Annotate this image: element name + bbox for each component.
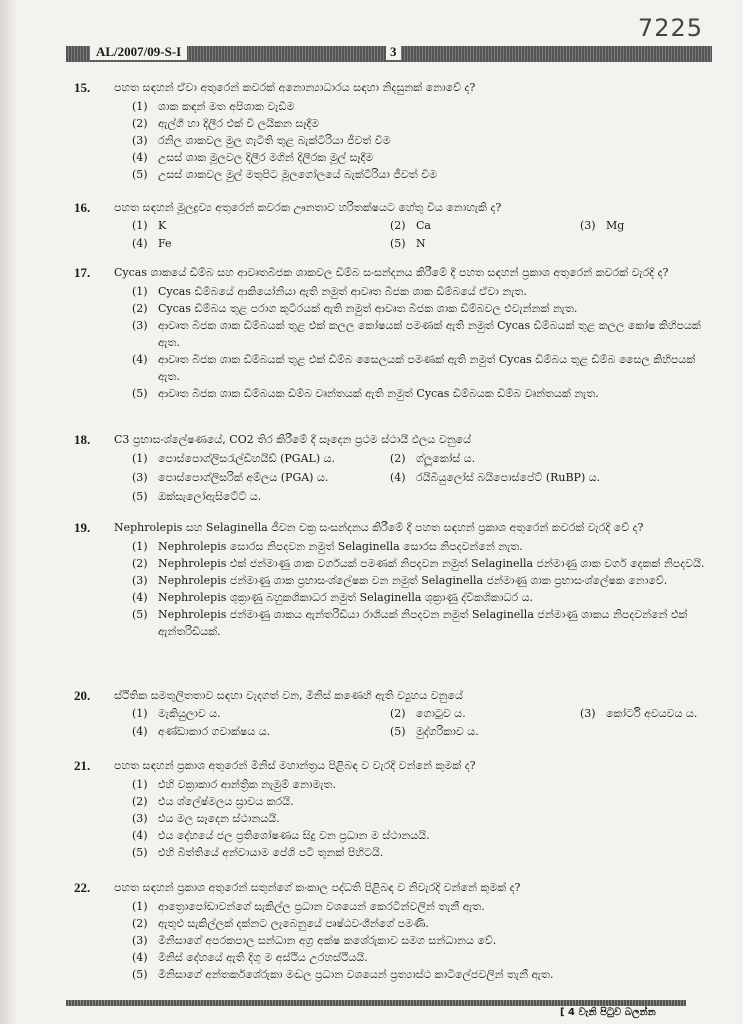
option: (3) මිනිසාගේ අපරකපාල සන්ධාන අග්‍ර අක්ෂ කශේරුකාව සමග සන්ධානය වේ. — [132, 934, 497, 947]
see-next-page-note: [ 4 වැනි පිටුව බලන්න — [560, 1007, 656, 1018]
option: (1) මැකියුලාව ය. — [132, 707, 221, 720]
question-18 — [74, 432, 714, 505]
question-number: 18. — [74, 432, 91, 447]
question-text: C3 ප්‍රභාසංශ්ලේෂණයේ, CO2 තිර කිරීමේ දී සෑදෙන ප්‍රථම ස්ථායී ඵලය වනුයේ — [114, 433, 472, 446]
option: (1) පොස්පොග්ලිසරැල්ඩිහයිඩ් (PGAL) ය. — [132, 452, 336, 465]
option: (4) Nephrolepis ශුක්‍රාණු බහුකශිකාධර නමුත් Selaginella ශුක්‍රාණු ද්විකශිකාධර ය. — [132, 591, 534, 604]
options — [132, 450, 714, 505]
options — [132, 898, 714, 983]
option: (5) Nephrolepis ජන්මාණු ශාකය ඇන්තරිඩියා රාශියක් නිපදවන නමුත් Selaginella ජන්මාණු ශාකය නිපදවන්නේ එක් ඇන්තරිඩියක්. — [132, 608, 688, 638]
option: (3) රනිල ශාකවල මුල ගැටිති තුළ බැක්ටීරියා ජීවත් වීම — [132, 134, 391, 147]
option: (3) Mg — [580, 219, 625, 232]
question-number: 16. — [74, 200, 91, 215]
page-number: 3 — [386, 44, 401, 60]
question-number: 20. — [74, 688, 91, 703]
question-20 — [74, 688, 714, 740]
option: (5) ආවෘත බීජක ශාක ඩිම්බයක ඩිම්බ වෘන්තයක් ඇති නමුත් Cycas ඩිම්බයක ඩිම්බ වෘන්තයක් නැත. — [132, 387, 599, 400]
option: (2) ගොටුව ය. — [390, 707, 466, 720]
option: (2) ග්ලූකෝස් ය. — [390, 452, 476, 465]
option: (5) N — [390, 237, 426, 250]
option: (5) මුද්ගරිකාව ය. — [390, 725, 479, 738]
handwritten-page-number: 7225 — [637, 14, 703, 42]
options — [132, 538, 714, 640]
question-number: 21. — [74, 758, 91, 773]
option: (3) පොස්පොග්ලිසරික් අම්ලය (PGA) ය. — [132, 471, 329, 484]
option: (4) අණ්ඩාකාර ගවාක්ෂය ය. — [132, 725, 271, 738]
option: (5) උසස් ශාකවල මුල් මතුපිට මූලගෝලයේ බැක්ටීරියා ජීවත් වීම — [132, 168, 438, 181]
option: (2) Nephrolepis එක් ජන්මාණු ශාක වර්ගයක් පමණක් නිපදවන නමුත් Selaginella ජන්මාණු ශාක වර්ග දෙකක් නිපදවයි. — [132, 557, 705, 570]
options — [132, 776, 714, 861]
option: (3) Nephrolepis ජන්මාණු ශාක ප්‍රභාසංශ්ලේෂක වන නමුත් Selaginella ජන්මාණු ශාක ප්‍රභාසංශ්ලේෂක නොවේ. — [132, 574, 668, 587]
options — [132, 98, 714, 183]
question-22 — [74, 880, 714, 983]
option: (2) ඇල්ගී හා දිලීර එක් වී ලයිකන සෑදීම — [132, 117, 320, 130]
option: (4) මිනිස් දේහයේ ඇති දිගු ම අස්ථිය උරහස්ථියයි. — [132, 951, 368, 964]
option: (1) ශාක කඳන් මත අපිශාක වැඩීම — [132, 100, 295, 113]
question-text: ස්ථිතික සමතුලිතතාව සඳහා වැදගත් වන, මිනිස් කණෙහි ඇති ව්‍යුහය වනුයේ — [114, 689, 463, 702]
option: (4) ආවෘත බීජක ශාක ඩිම්බයක් තුළ එක් ඩිම්බ සෛලයක් පමණක් ඇති නමුත් Cycas ඩිම්බය තුළ ඩිම්බ සෛල කිහිපයක් ඇත. — [132, 353, 696, 383]
option: (4) Fe — [132, 237, 172, 250]
option: (1) එහි වක්‍රාකාර ආන්ත්‍රික නැමුම් නොමැත. — [132, 778, 336, 791]
option: (1) Cycas ඩිම්බයේ ආකියෝනියා ඇති නමුත් ආවෘත බීජක ශාක ඩිම්බයේ ඒවා නැත. — [132, 285, 527, 298]
option: (5) මිනිසාගේ අන්තර්කශේරුකා මඬල ප්‍රධාන වශයෙන් ප්‍රත්‍යාස්ථ කාටිලේජවලින් තැනී ඇත. — [132, 968, 554, 981]
footer-bar — [66, 1000, 686, 1006]
question-text: Nephrolepis සහ Selaginella ජීවන චක්‍ර සංසන්දනය කිරීමේ දී පහත සඳහන් ප්‍රකාශ අතුරෙන් කවරක් වැරදි වේ ද? — [114, 521, 644, 534]
question-text: පහත සඳහන් ප්‍රකාශ අතුරෙන් සතුන්ගේ කංකාල පද්ධති පිළිබඳ ව නිවැරදි වන්නේ කුමක් ද? — [114, 881, 521, 894]
question-text: පහත සඳහන් ප්‍රකාශ අතුරෙන් මිනිස් මහාන්ත්‍රය පිළිබඳ ව වැරදි වන්නේ කුමක් ද? — [114, 759, 476, 772]
option: (2) ඇතුළු සැකිල්ලක් දක්නට ලැබෙනුයේ පෘෂ්ඨවංශීන්ගේ පමණි. — [132, 917, 429, 930]
option: (1) K — [132, 219, 167, 232]
option: (4) එය දේහයේ ජල ප්‍රතිශෝෂණය සිදු වන ප්‍රධාන ම ස්ථානයයි. — [132, 829, 430, 842]
question-16 — [74, 200, 714, 252]
option: (2) එය ශ්ලේෂ්මලය ස්‍රාවය කරයි. — [132, 795, 294, 808]
option: (4) උසස් ශාක මූලවල දිලීර මගින් දිලීරක මූල් සෑදීම — [132, 151, 374, 164]
option: (5) ඔක්සැලෝඇසිටේට් ය. — [132, 490, 262, 503]
option: (2) Cycas ඩිම්බය තුළ පරාග කුටීරයක් ඇති නමුත් ආවෘත බීජක ශාක ඩිම්බවල එවැන්නක් නැත. — [132, 302, 578, 315]
question-number: 19. — [74, 520, 91, 535]
question-text: පහත සඳහන් ඒවා අතුරෙන් කවරක් අනොන්‍යාධාරය සඳහා නිදසුනක් නොවේ ද? — [114, 81, 476, 94]
options — [132, 706, 714, 740]
question-text: Cycas ශාකයේ ඩිම්බ සහ ආවෘතබීජක ශාකවල ඩිම්බ සංසන්දනය කිරීමේ දී පහත සඳහන් ප්‍රකාශ අතුරෙන් කවරක් වැරදි ද? — [114, 266, 669, 279]
question-19 — [74, 520, 714, 640]
option: (3) කෝර්ටි අවයවය ය. — [580, 707, 698, 720]
option: (4) රයිබියුලෝස් බයිපොස්පේට් (RuBP) ය. — [390, 471, 601, 484]
question-text: පහත සඳහන් මූලද්‍රව්‍ය අතුරෙන් කවරක ඌනතාව හරිතක්ෂයට හේතු විය නොහැකි ද? — [114, 201, 502, 214]
question-17 — [74, 265, 714, 402]
option: (1) Nephrolepis සොරස නිපදවන නමුත් Selaginella සොරස නිපදවන්නේ නැත. — [132, 540, 523, 553]
question-number: 17. — [74, 265, 91, 280]
page-shadow-edge — [0, 0, 18, 1024]
option: (1) ආත්‍රොපෝඩාවන්ගේ සැකිල්ල ප්‍රධාන වශයෙන් කෙරටින්වලින් තැනී ඇත. — [132, 900, 485, 913]
question-15 — [74, 80, 714, 183]
paper-code: AL/2007/09-S-I — [90, 44, 187, 60]
options — [132, 218, 714, 252]
options — [132, 283, 714, 402]
option: (3) එය මල සෑදෙන ස්ථානයයි. — [132, 812, 280, 825]
option: (2) Ca — [390, 219, 431, 232]
question-21 — [74, 758, 714, 861]
question-number: 15. — [74, 80, 91, 95]
option: (5) එහි බිත්තියේ අන්වායාම පේශි පටි තුනක් පිහිටයි. — [132, 846, 384, 859]
option: (3) ආවෘත බීජක ශාක ඩිම්බයක් තුළ එක් කලල කෝෂයක් පමණක් ඇති නමුත් Cycas ඩිම්බයක් තුළ කලල කෝෂ කිහිපයක් ඇත. — [132, 319, 701, 349]
question-number: 22. — [74, 880, 91, 895]
